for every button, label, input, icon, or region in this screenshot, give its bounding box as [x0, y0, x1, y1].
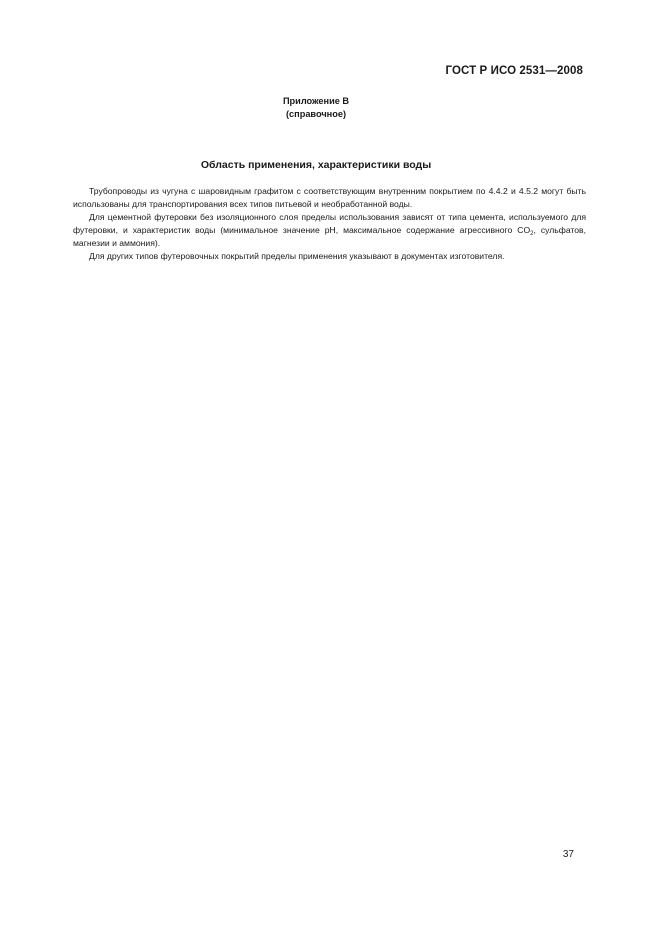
paragraph-3: Для других типов футеровочных покрытий пределы применения указывают в документах изготовителя. — [89, 251, 505, 261]
paragraph-2-text-end: , сульфатов, магнезии и аммония). — [73, 225, 586, 248]
co2-subscript: 2 — [530, 231, 534, 237]
appendix-heading — [0, 95, 632, 121]
appendix-label: Приложение В — [282, 96, 350, 106]
document-id: ГОСТ Р ИСО 2531—2008 — [445, 65, 583, 77]
paragraph-2-text: Для цементной футеровки без изоляционного слоя пределы использования зависят от типа цемента, используемого для футеровки, и характеристик воды (минимальное значение pH, максимальное содержание агрессивного CO — [73, 212, 586, 235]
paragraph-2 — [73, 211, 586, 250]
body-text — [73, 185, 586, 263]
page-number: 37 — [562, 849, 574, 860]
paragraph-1: Трубопроводы из чугуна с шаровидным графитом с соответствующим внутренним покрытием по 4.4.2 и 4.5.2 могут быть использованы для транспортирования всех типов питьевой и необработанной воды. — [73, 186, 586, 209]
section-title: Область применения, характеристики воды — [200, 159, 432, 171]
appendix-type: (справочное) — [285, 109, 346, 119]
